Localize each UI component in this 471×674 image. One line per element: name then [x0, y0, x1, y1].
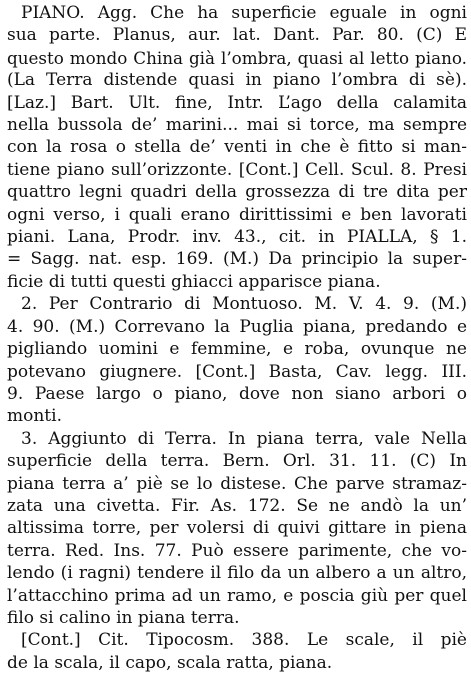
- text-line: 9. Paese largo o piano, dove non siano arbori o: [7, 383, 467, 404]
- text-line: filo si calino in piana terra.: [7, 607, 240, 628]
- text-line: tiene piano sull’orizzonte. [Cont.] Cell. Scul. 8. Presi: [7, 159, 467, 180]
- continuation-paragraph: [7, 629, 467, 674]
- text-line: potevano giugnere. [Cont.] Basta, Cav. legg. III.: [7, 361, 467, 382]
- text-line: nella bussola de’ marini... mai si torce, ma sempre: [7, 115, 467, 136]
- text-line: monti.: [7, 406, 62, 427]
- text-line: lendo (i ragni) tendere il filo da un albero a un altro,: [7, 563, 467, 584]
- text-line: l’attacchino prima ad un ramo, e poscia giù per quel: [7, 585, 467, 606]
- text-line: piana terra a’ piè se lo distese. Che parve stramaz-: [7, 473, 467, 494]
- text-line: con la rosa o stella de’ venti in che è fitto si man-: [7, 137, 467, 158]
- text-line: terra. Red. Ins. 77. Può essere parimente, che vo-: [7, 540, 467, 561]
- sense-2-paragraph: [7, 293, 467, 427]
- text-line: zata una civetta. Fir. As. 172. Se ne andò la un’: [7, 495, 467, 516]
- entry-definition-paragraph: [7, 2, 467, 293]
- text-line: pigliando uomini e femmine, e roba, ovunque ne: [7, 339, 467, 360]
- text-line: superficie della terra. Bern. Orl. 31. 11. (C) In: [7, 451, 467, 472]
- text-line: 3. Aggiunto di Terra. In piana terra, vale Nella: [21, 428, 467, 449]
- text-line: sua parte. Planus, aur. lat. Dant. Par. 80. (C) E: [7, 25, 467, 46]
- text-line: 2. Per Contrario di Montuoso. M. V. 4. 9. (M.): [21, 294, 467, 315]
- text-line: quattro legni quadri della grossezza di tre dita per: [7, 182, 467, 203]
- text-line: [Cont.] Cit. Tipocosm. 388. Le scale, il piè: [21, 630, 467, 651]
- text-line: PIANO. Agg. Che ha superficie eguale in ogni: [21, 3, 467, 23]
- text-line: ogni verso, i quali erano dirittissimi e ben lavorati: [7, 204, 467, 225]
- text-line: piani. Lana, Prodr. inv. 43., cit. in PIALLA, § 1.: [7, 227, 467, 248]
- sense-3-paragraph: [7, 428, 467, 630]
- text-line: ficie di tutti questi ghiacci apparisce piana.: [7, 271, 381, 292]
- text-line: questo mondo China già l’ombra, quasi al letto piano.: [7, 47, 467, 68]
- text-line: de la scala, il capo, scala ratta, piana.: [7, 652, 333, 673]
- text-line: (La Terra distende quasi in piano l’ombra di sè).: [7, 70, 467, 91]
- text-line: 4. 90. (M.) Correvano la Puglia piana, predando e: [7, 316, 467, 337]
- text-line: = Sagg. nat. esp. 169. (M.) Da principio la super-: [7, 249, 467, 270]
- text-line: [Laz.] Bart. Ult. fine, Intr. L’ago della calamita: [7, 92, 467, 113]
- text-line: altissima torre, per volersi di quivi gittare in piena: [7, 518, 467, 539]
